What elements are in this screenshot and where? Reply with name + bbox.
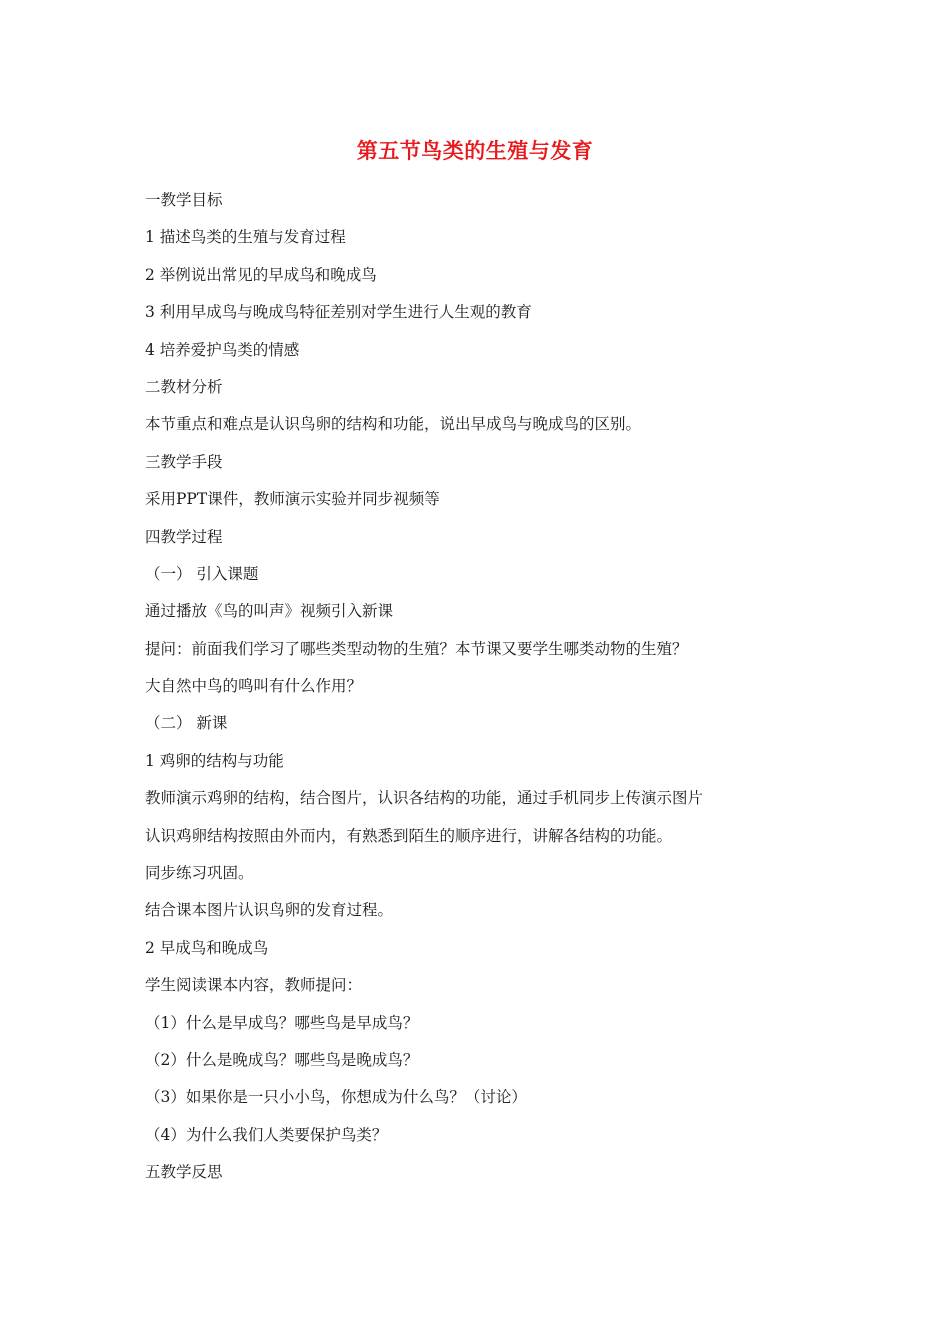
section-heading-methods: 三教学手段	[145, 452, 223, 471]
subheading-introduction: （一） 引入课题	[145, 564, 259, 583]
section-heading-analysis: 二教材分析	[145, 377, 223, 396]
paragraph: 同步练习巩固。	[145, 864, 254, 883]
document-body	[145, 186, 825, 1196]
paragraph: 本节重点和难点是认识鸟卵的结构和功能，说出早成鸟与晚成鸟的区别。	[145, 415, 642, 434]
topic-heading: 2 早成鸟和晚成鸟	[145, 938, 269, 957]
paragraph: 教师演示鸡卵的结构，结合图片，认识各结构的功能，通过手机同步上传演示图片	[145, 789, 704, 808]
section-heading-reflection: 五教学反思	[145, 1163, 223, 1182]
subheading-new-lesson: （二） 新课	[145, 714, 228, 733]
objective-item: 1 描述鸟类的生殖与发育过程	[145, 228, 346, 247]
paragraph: 采用PPT课件，教师演示实验并同步视频等	[145, 490, 440, 509]
paragraph: 提问：前面我们学习了哪些类型动物的生殖？本节课又要学生哪类动物的生殖？	[145, 639, 688, 658]
question-item: （4）为什么我们人类要保护鸟类？	[145, 1125, 388, 1144]
topic-heading: 1 鸡卵的结构与功能	[145, 751, 284, 770]
section-heading-objectives: 一教学目标	[145, 191, 223, 209]
question-item: （1）什么是早成鸟？哪些鸟是早成鸟？	[145, 1013, 419, 1032]
question-item: （2）什么是晚成鸟？哪些鸟是晚成鸟？	[145, 1050, 419, 1069]
objective-item: 2 举例说出常见的早成鸟和晚成鸟	[145, 265, 377, 284]
paragraph: 大自然中鸟的鸣叫有什么作用？	[145, 677, 363, 696]
paragraph: 结合课本图片认识鸟卵的发育过程。	[145, 901, 394, 920]
section-heading-process: 四教学过程	[145, 527, 223, 546]
document-title: 第五节鸟类的生殖与发育	[356, 139, 594, 163]
paragraph: 认识鸡卵结构按照由外而内，有熟悉到陌生的顺序进行，讲解各结构的功能。	[145, 826, 673, 845]
question-item: （3）如果你是一只小小鸟，你想成为什么鸟？（讨论）	[145, 1088, 527, 1107]
paragraph: 通过播放《鸟的叫声》视频引入新课	[145, 602, 394, 621]
objective-item: 3 利用早成鸟与晚成鸟特征差别对学生进行人生观的教育	[145, 303, 532, 322]
objective-item: 4 培养爱护鸟类的情感	[145, 340, 300, 359]
paragraph: 学生阅读课本内容，教师提问：	[145, 976, 363, 995]
